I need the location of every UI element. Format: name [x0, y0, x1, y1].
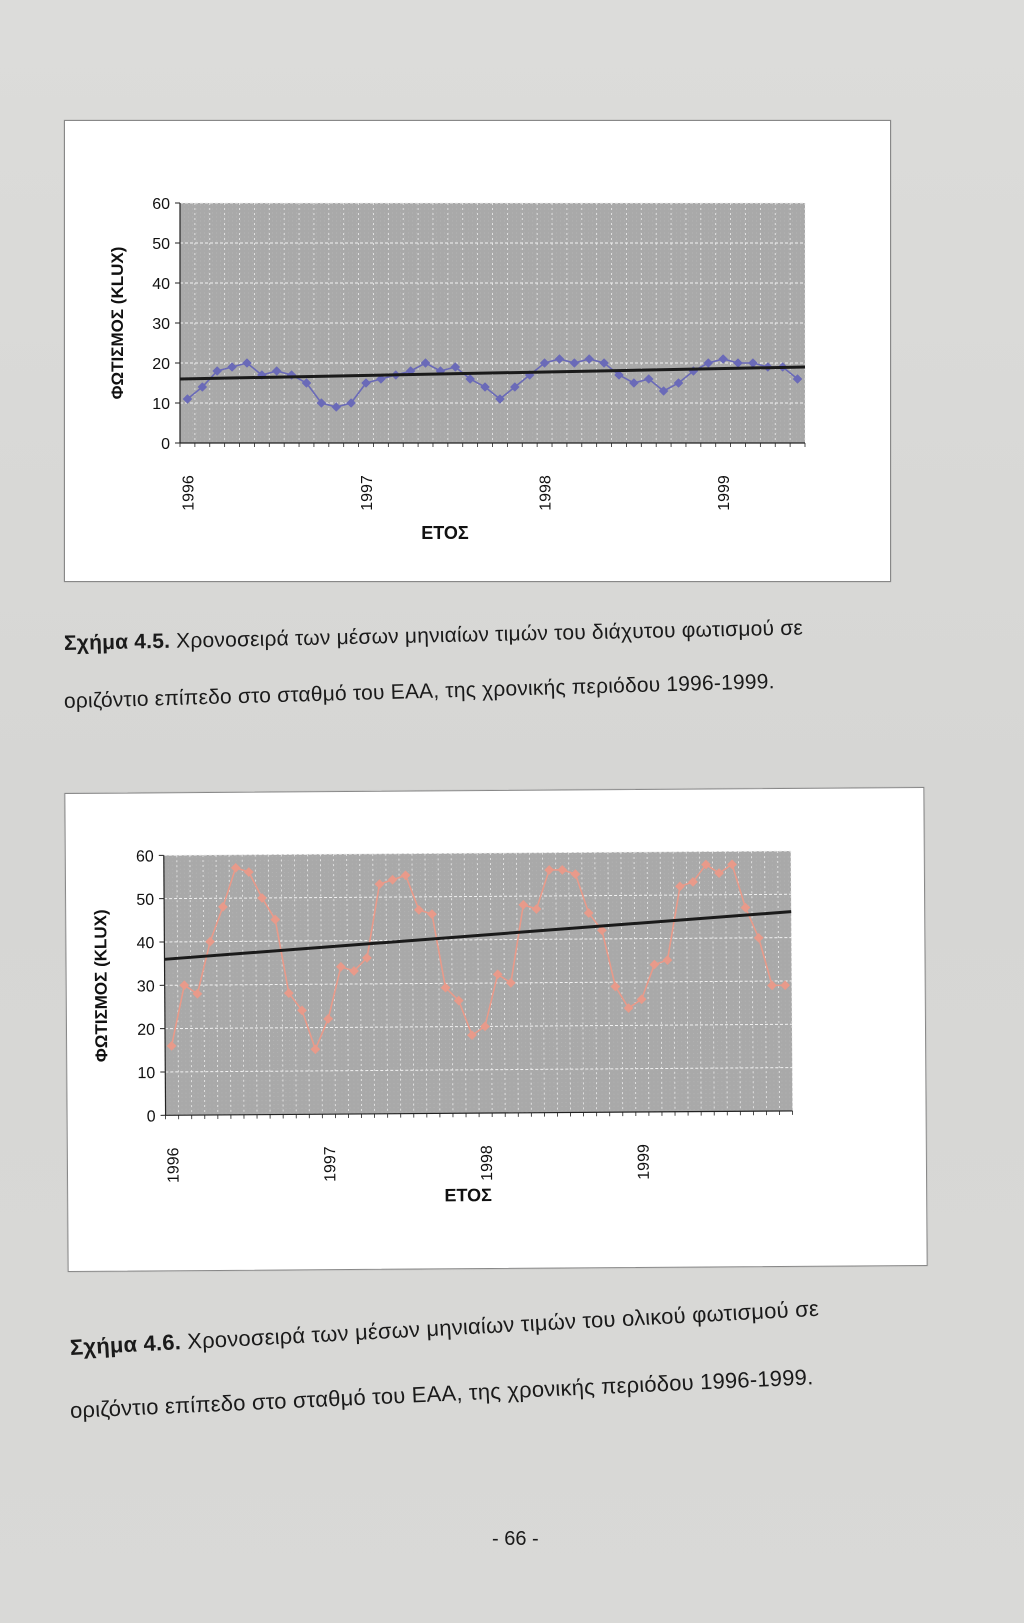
- chart-diffuse-illuminance: [64, 120, 891, 582]
- page-number: - 66 -: [492, 1528, 539, 1550]
- y-tick-label: 20: [137, 1021, 156, 1039]
- x-tick-label: 1999: [635, 1144, 653, 1180]
- y-tick-label: 60: [152, 196, 170, 213]
- y-tick-label: 20: [152, 356, 170, 373]
- x-tick-label: 1997: [322, 1146, 340, 1183]
- y-tick-label: 40: [152, 276, 170, 293]
- x-tick-label: 1996: [165, 1147, 183, 1184]
- x-tick-label: 1999: [716, 475, 734, 511]
- chart-global-illuminance: [64, 787, 927, 1272]
- x-axis-title: ΕΤΟΣ: [421, 523, 469, 543]
- x-tick-label: 1998: [537, 475, 555, 511]
- y-axis-title: ΦΩΤΙΣΜΟΣ (KLUX): [108, 246, 127, 400]
- x-axis-title: ΕΤΟΣ: [444, 1185, 492, 1206]
- figure-4-6-text: Χρονοσειρά των μέσων μηνιαίων τιμών του ολικού φωτισμού σε: [180, 1295, 820, 1355]
- y-tick-label: 50: [136, 891, 155, 909]
- y-tick-label: 40: [136, 935, 155, 953]
- y-tick-label: 50: [152, 236, 170, 253]
- x-tick-label: 1996: [180, 475, 198, 511]
- figure-4-5-caption-line2: οριζόντιο επίπεδο στο σταθμό του ΕΑΑ, της χρονικής περιόδου 1996-1999.: [63, 670, 775, 713]
- chart-1-svg: [65, 121, 890, 581]
- y-tick-label: 10: [137, 1065, 156, 1083]
- figure-4-6-label: Σχήμα 4.6.: [69, 1329, 182, 1360]
- figure-4-5-label: Σχήμα 4.5.: [63, 629, 171, 655]
- y-tick-label: 0: [161, 436, 170, 453]
- y-tick-label: 10: [152, 396, 170, 413]
- y-axis-title: ΦΩΤΙΣΜΟΣ (KLUX): [91, 909, 112, 1063]
- chart-2-svg: [65, 788, 926, 1271]
- x-tick-label: 1997: [359, 475, 377, 511]
- figure-4-6-caption-line2: οριζόντιο επίπεδο στο σταθμό του ΕΑΑ, της χρονικής περιόδου 1996-1999.: [69, 1364, 814, 1423]
- y-tick-label: 0: [146, 1108, 156, 1126]
- y-tick-label: 60: [135, 848, 154, 866]
- y-tick-label: 30: [152, 316, 170, 333]
- figure-4-5-text: Χρονοσειρά των μέσων μηνιαίων τιμών του διάχυτου φωτισμού σε: [169, 616, 804, 653]
- y-tick-label: 30: [136, 978, 155, 996]
- x-tick-label: 1998: [478, 1145, 497, 1181]
